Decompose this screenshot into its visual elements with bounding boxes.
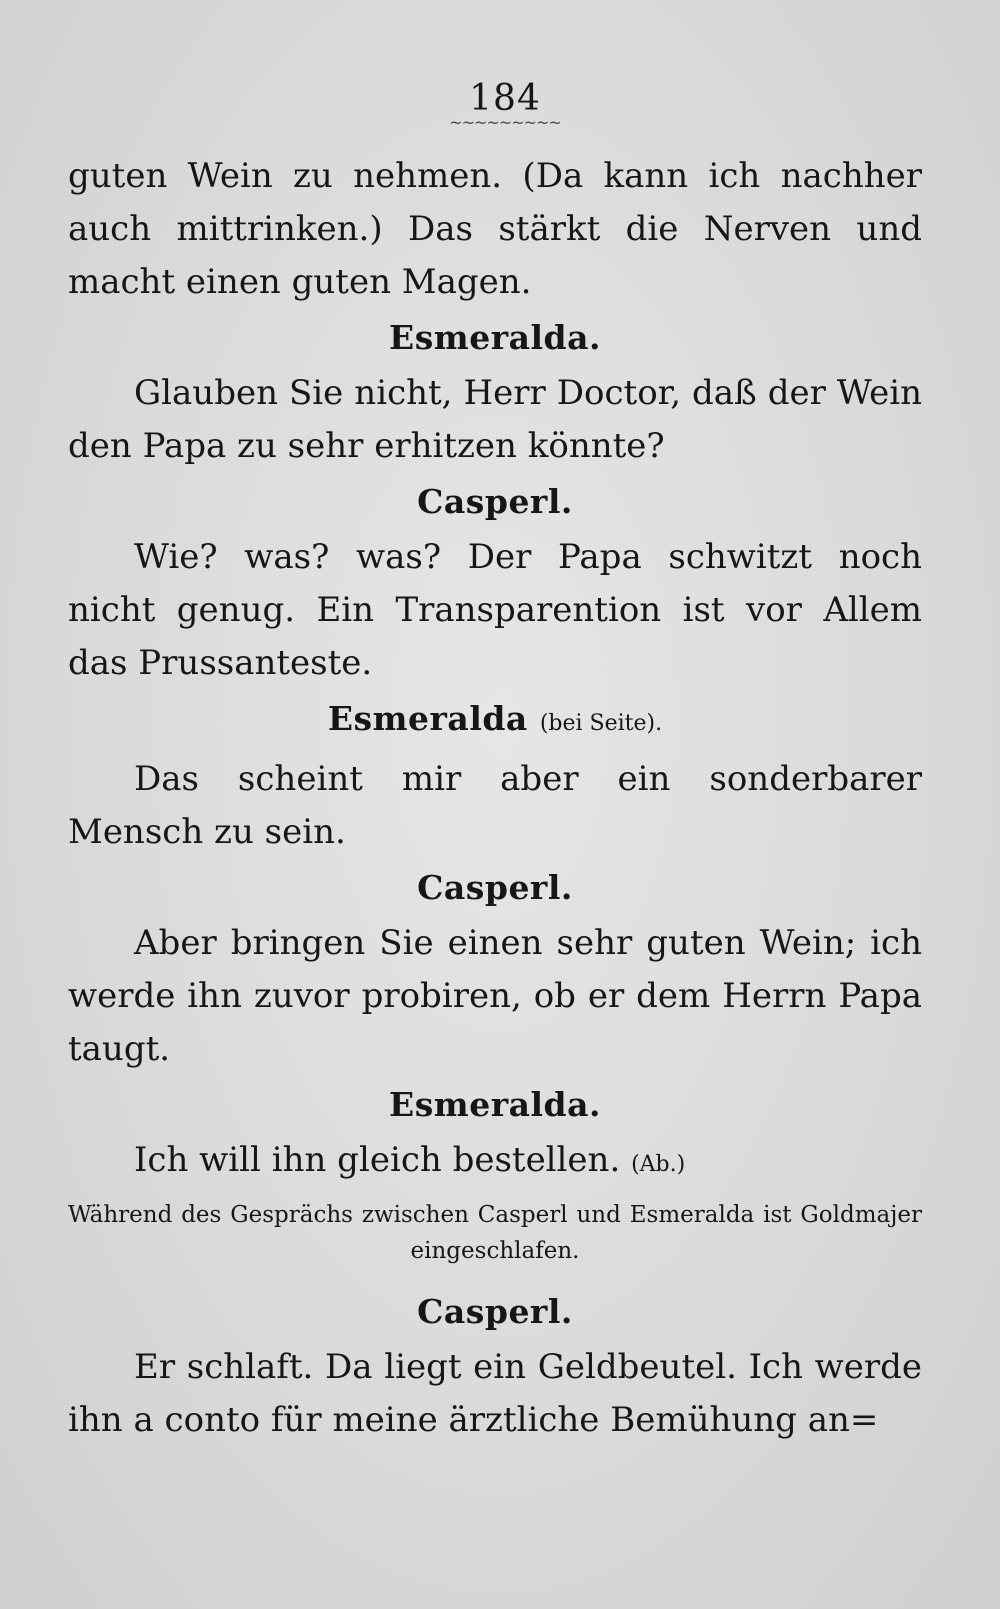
dialogue-paragraph: Wie? was? was? Der Papa schwitzt noch nicht genug. Ein Transparention ist vor Allem das Prussanteste. [68, 537, 922, 683]
stage-aside: (bei Seite). [539, 711, 663, 736]
speaker-heading [68, 690, 922, 753]
dialogue-text: Ich will ihn gleich bestellen. [134, 1140, 621, 1180]
stage-direction: Während des Gesprächs zwischen Casperl und Esmeralda ist Goldmajer eingeschlafen. [68, 1202, 922, 1264]
speaker-name: Casperl. [417, 1292, 573, 1331]
dialogue-paragraph: Das scheint mir aber ein sonderbarer Mensch zu sein. [68, 759, 922, 852]
speaker-name: Esmeralda [327, 699, 528, 738]
speaker-name: Esmeralda. [389, 1085, 601, 1124]
speaker-name: Casperl. [417, 482, 573, 521]
page-number: 184 [469, 78, 541, 119]
dialogue-paragraph: Glauben Sie nicht, Herr Doctor, daß der Wein den Papa zu sehr erhitzen könnte? [68, 373, 922, 466]
speaker-name: Casperl. [417, 868, 573, 907]
stage-exit: (Ab.) [631, 1152, 686, 1177]
header-ornament: ~~~~~~~~~ [449, 113, 561, 132]
dialogue-paragraph [68, 1134, 922, 1191]
dialogue-paragraph: Aber bringen Sie einen sehr guten Wein; ich werde ihn zuvor probiren, ob er dem Herrn Papa taugt. [68, 923, 922, 1069]
dialogue-paragraph: Er schlaft. Da liegt ein Geldbeutel. Ich werde ihn a conto für meine ärztliche Bemühung an= [68, 1347, 922, 1440]
dialogue-paragraph: guten Wein zu nehmen. (Da kann ich nachher auch mittrinken.) Das stärkt die Nerven und macht einen guten Magen. [68, 156, 922, 302]
speaker-name: Esmeralda. [389, 318, 601, 357]
